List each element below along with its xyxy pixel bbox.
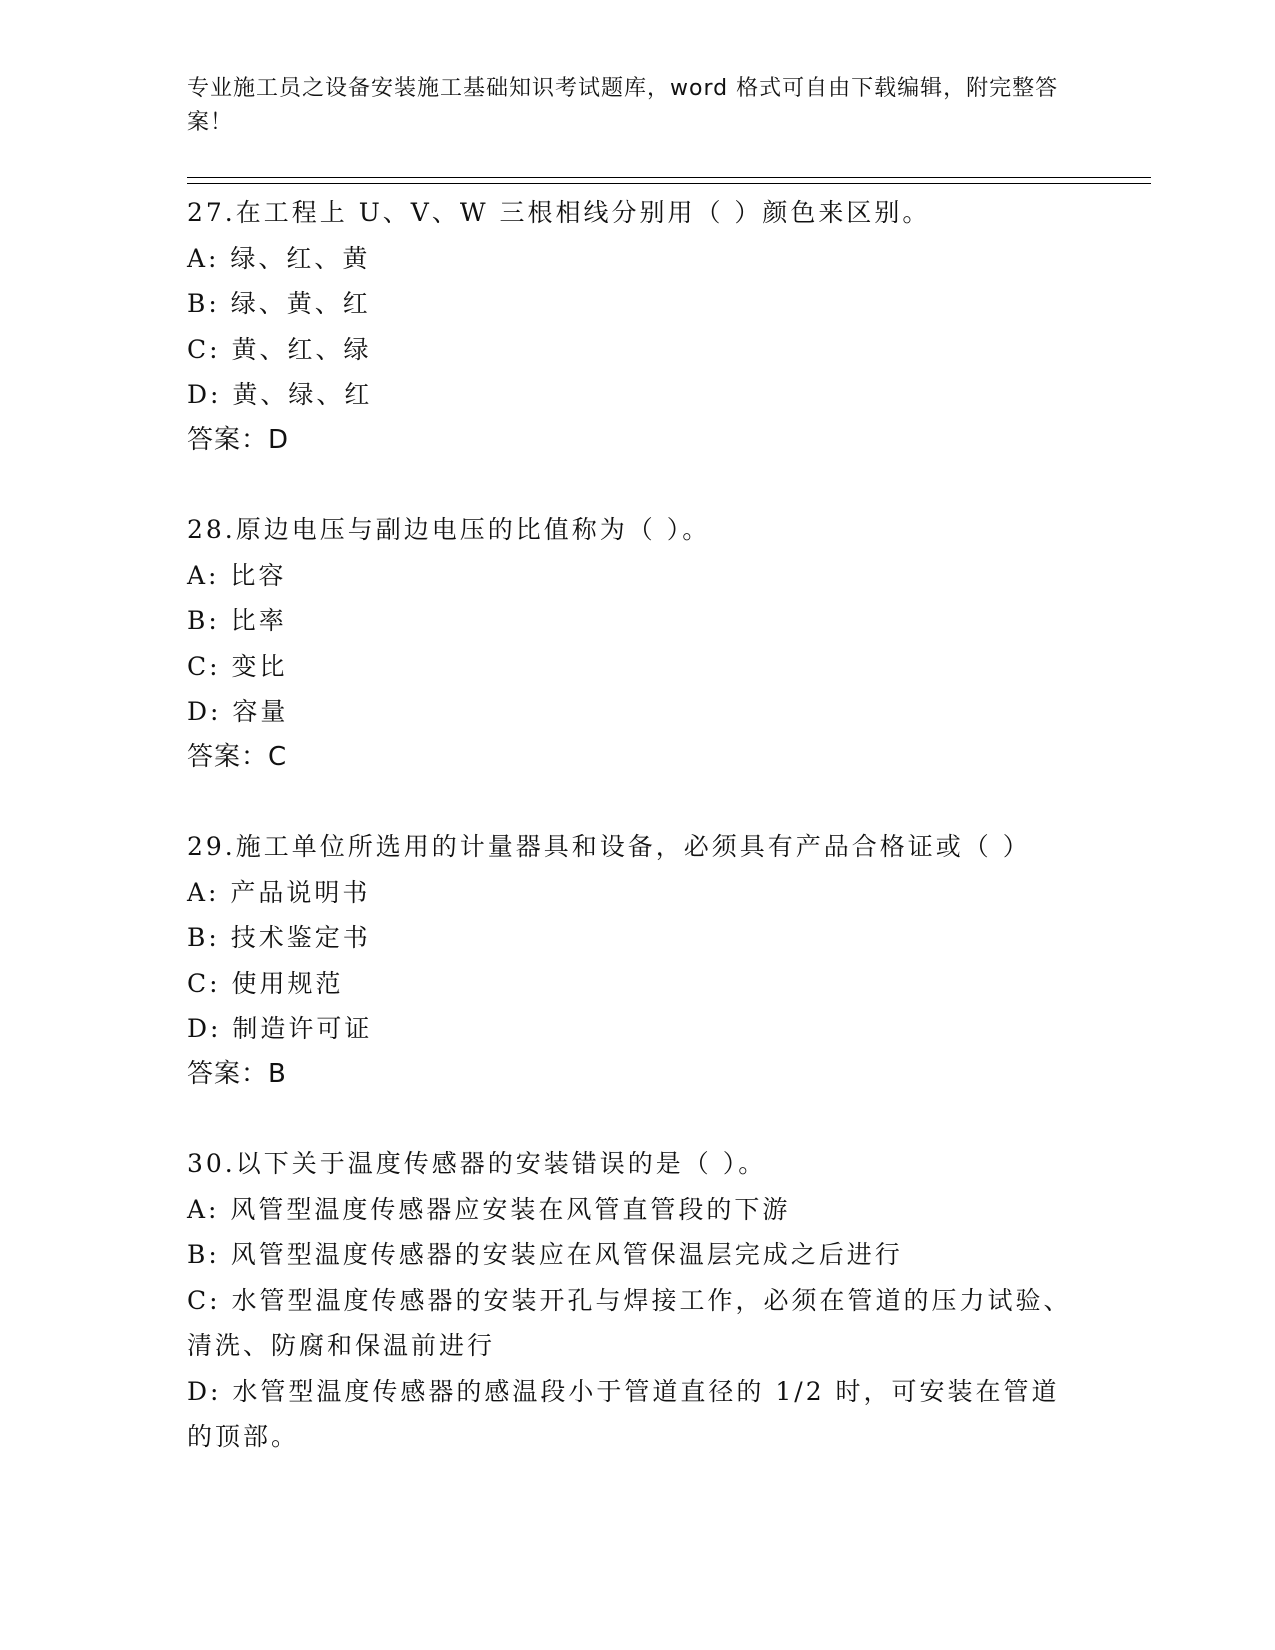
question-29 xyxy=(187,824,1087,1097)
option-c: C: 变比 xyxy=(187,651,288,681)
option-a: A: 比容 xyxy=(187,560,287,590)
question-28 xyxy=(187,507,1087,780)
question-30 xyxy=(187,1141,1087,1460)
option-d: D: 制造许可证 xyxy=(187,1014,373,1043)
answer-text: 答案：D xyxy=(187,424,290,455)
option-c: C: 使用规范 xyxy=(187,968,344,998)
option-c: C: 黄、红、绿 xyxy=(187,334,372,364)
option-d: D: 容量 xyxy=(187,697,289,726)
question-text: 29.施工单位所选用的计量器具和设备，必须具有产品合格证或（ ） xyxy=(187,832,1031,861)
option-d: D: 黄、绿、红 xyxy=(187,380,373,409)
question-text: 30.以下关于温度传感器的安装错误的是（ ）。 xyxy=(187,1149,767,1178)
question-list xyxy=(187,190,1087,1504)
option-a: A: 绿、红、黄 xyxy=(187,243,371,273)
option-a: A: 产品说明书 xyxy=(187,877,371,907)
option-d: D: 水管型温度传感器的感温段小于管道直径的 1/2 时，可安装在管道的顶部。 xyxy=(187,1376,1060,1451)
option-b: B: 风管型温度传感器的安装应在风管保温层完成之后进行 xyxy=(187,1240,903,1269)
option-b: B: 绿、黄、红 xyxy=(187,289,371,318)
question-27 xyxy=(187,190,1087,463)
document-header: 专业施工员之设备安装施工基础知识考试题库，word 格式可自由下载编辑，附完整答案！ xyxy=(187,76,1059,135)
header-divider-top xyxy=(187,177,1151,178)
option-c: C: 水管型温度传感器的安装开孔与焊接工作，必须在管道的压力试验、清洗、防腐和保温前进行 xyxy=(187,1285,1072,1360)
question-text: 28.原边电压与副边电压的比值称为（ ）。 xyxy=(187,515,711,544)
answer-text: 答案：B xyxy=(187,1058,287,1089)
option-b: B: 比率 xyxy=(187,606,287,635)
header-divider-bottom xyxy=(187,183,1151,184)
option-a: A: 风管型温度传感器应安装在风管直管段的下游 xyxy=(187,1194,791,1224)
answer-text: 答案：C xyxy=(187,741,288,772)
option-b: B: 技术鉴定书 xyxy=(187,923,371,952)
question-text: 27.在工程上 U、V、W 三根相线分别用（ ）颜色来区别。 xyxy=(187,198,931,227)
